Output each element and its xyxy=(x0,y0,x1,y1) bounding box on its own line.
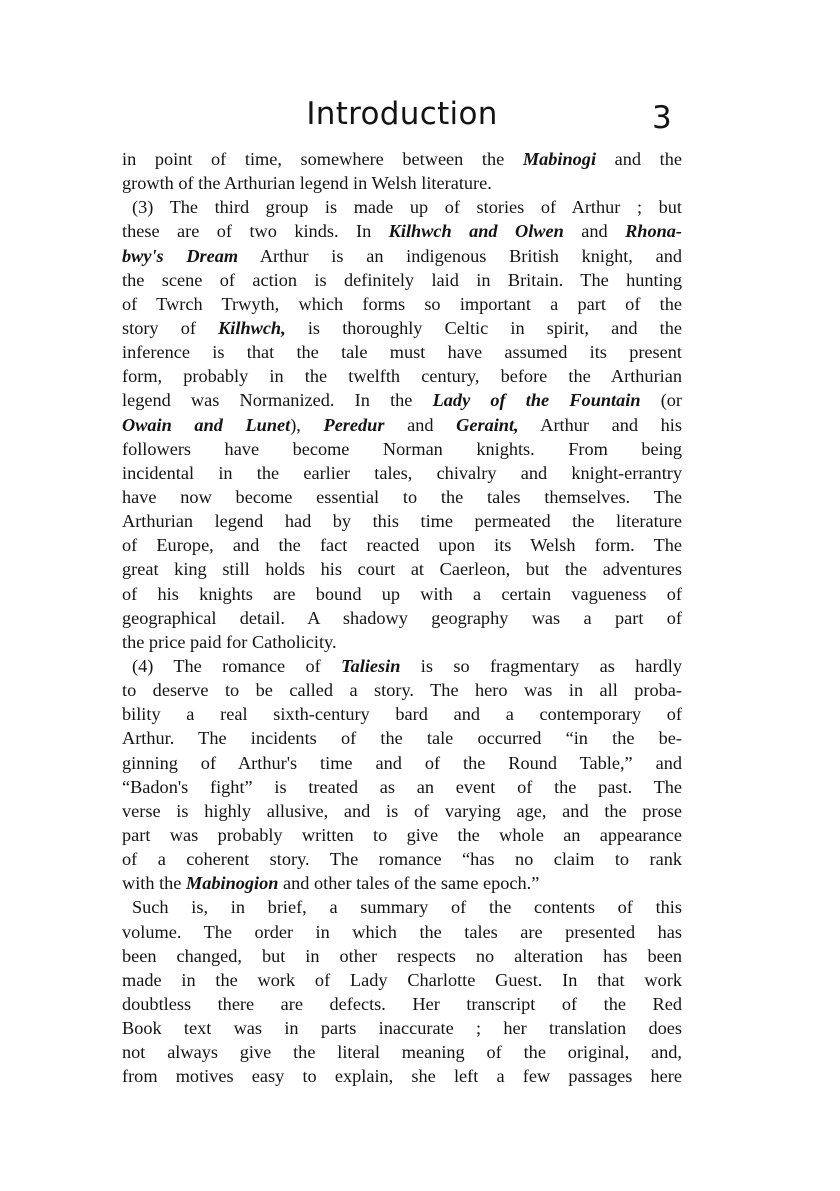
text-line: of a coherent story. The romance “has no claim to rank xyxy=(122,849,682,870)
text-line: Arthur. The incidents of the tale occurred “in the be- xyxy=(122,728,682,749)
text-line: Owain and Lunet), Peredur and Geraint, Arthur and his xyxy=(122,414,683,435)
text-line: story of Kilhwch, is thoroughly Celtic in spirit, and the xyxy=(122,317,682,338)
text-line: followers have become Norman knights. From being xyxy=(122,438,682,459)
text-line: growth of the Arthurian legend in Welsh literature. xyxy=(122,173,492,194)
text-line: legend was Normanized. In the Lady of the Fountain (or xyxy=(122,390,683,411)
text-line: (3) The third group is made up of stories of Arthur ; but xyxy=(132,197,682,218)
text-line: from motives easy to explain, she left a few passages here xyxy=(122,1066,682,1087)
page-number: 3 xyxy=(652,100,672,136)
text-line: bility a real sixth-century bard and a contemporary of xyxy=(122,704,682,725)
text-line: inference is that the tale must have assumed its present xyxy=(122,342,682,363)
text-line: been changed, but in other respects no alteration has been xyxy=(122,945,682,966)
text-line: bwy's Dream Arthur is an indigenous British knight, and xyxy=(122,245,682,266)
text-line: have now become essential to the tales themselves. The xyxy=(122,486,682,507)
running-head xyxy=(0,96,840,140)
text-line: “Badon's fight” is treated as an event of the past. The xyxy=(122,776,682,797)
text-line: the price paid for Catholicity. xyxy=(122,631,337,652)
text-line: geographical detail. A shadowy geography was a part of xyxy=(122,607,682,628)
text-line: verse is highly allusive, and is of varying age, and the prose xyxy=(122,800,682,821)
text-line: part was probably written to give the whole an appearance xyxy=(122,824,682,845)
text-line: these are of two kinds. In Kilhwch and Olwen and Rhona- xyxy=(122,221,682,242)
text-line: of Twrch Trwyth, which forms so important a part of the xyxy=(122,293,682,314)
text-line: with the Mabinogion and other tales of the same epoch.” xyxy=(122,873,540,894)
text-line: (4) The romance of Taliesin is so fragmentary as hardly xyxy=(132,655,682,676)
text-line: Book text was in parts inaccurate ; her translation does xyxy=(122,1018,682,1039)
text-line: ginning of Arthur's time and of the Round Table,” and xyxy=(122,752,682,773)
text-line: form, probably in the twelfth century, before the Arthurian xyxy=(122,366,682,387)
body-text xyxy=(122,147,682,1088)
text-line: doubtless there are defects. Her transcript of the Red xyxy=(122,993,682,1014)
text-line: volume. The order in which the tales are presented has xyxy=(122,921,682,942)
text-line: made in the work of Lady Charlotte Guest. In that work xyxy=(122,969,682,990)
text-line: incidental in the earlier tales, chivalry and knight-errantry xyxy=(122,462,682,483)
text-line: to deserve to be called a story. The hero was in all proba- xyxy=(122,680,682,701)
text-line: in point of time, somewhere between the Mabinogi and the xyxy=(122,149,682,169)
text-line: of his knights are bound up with a certain vagueness of xyxy=(122,583,682,604)
text-line: the scene of action is definitely laid in Britain. The hunting xyxy=(122,269,682,290)
page-title: Introduction xyxy=(306,96,498,132)
text-line: great king still holds his court at Caerleon, but the adventures xyxy=(122,559,682,580)
text-line: of Europe, and the fact reacted upon its Welsh form. The xyxy=(122,535,682,556)
text-line: Arthurian legend had by this time permeated the literature xyxy=(122,511,682,532)
text-line: not always give the literal meaning of the original, and, xyxy=(122,1042,682,1063)
text-line: Such is, in brief, a summary of the contents of this xyxy=(132,897,682,918)
